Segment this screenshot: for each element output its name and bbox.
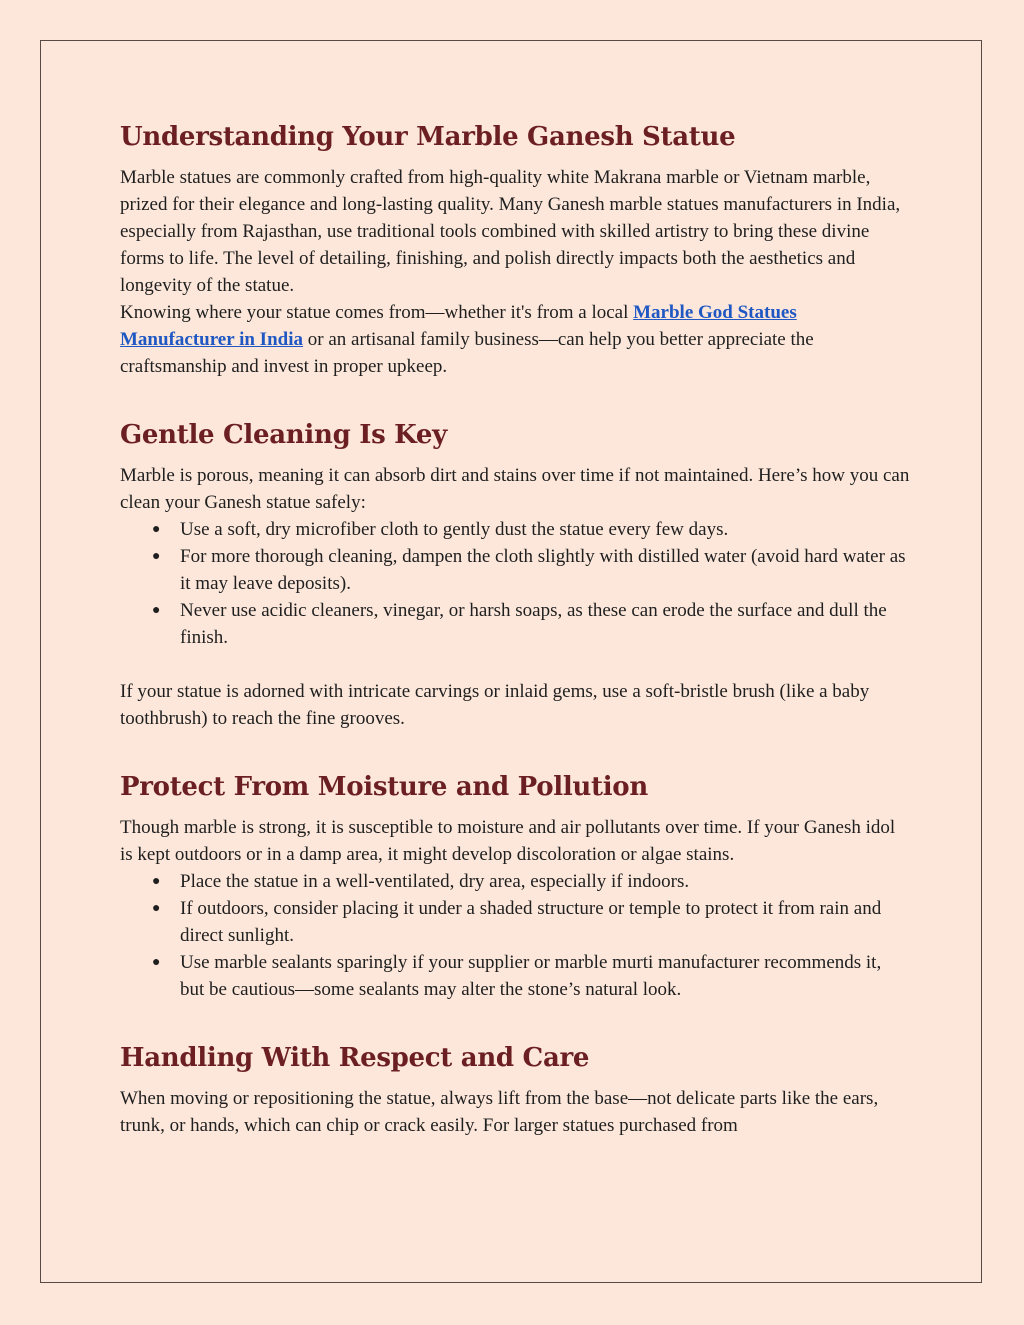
bullet-icon: ● (152, 901, 161, 916)
paragraph: Though marble is strong, it is susceptible to moisture and air pollutants over time. If your Ganesh idol is kept outdoors or in a damp area, it might develop discoloration or algae stains. (120, 817, 896, 865)
bullet-icon: ● (152, 874, 161, 889)
bullet-icon: ● (152, 522, 161, 537)
section-understanding (120, 118, 910, 380)
heading-protect-moisture: Protect From Moisture and Pollution (120, 772, 648, 802)
bullet-list (120, 868, 910, 1003)
section-protect-moisture (120, 768, 910, 1003)
paragraph (120, 299, 910, 380)
list-item-text: If outdoors, consider placing it under a shaded structure or temple to protect it from rain and direct sunlight. (180, 898, 882, 946)
heading-understanding: Understanding Your Marble Ganesh Statue (120, 122, 736, 152)
list-item-text: Place the statue in a well-ventilated, dry area, especially if indoors. (180, 871, 690, 892)
section-gentle-cleaning (120, 416, 910, 732)
section-handling (120, 1039, 910, 1139)
paragraph: Marble statues are commonly crafted from high-quality white Makrana marble or Vietnam marble, prized for their elegance and long-lasting quality. Many Ganesh marble statues manufacturers in India, especially from Rajasthan, use traditional tools combined with skilled artistry to bring these divine forms to life. The level of detailing, finishing, and polish directly impacts both the aesthetics and longevity of the statue. (120, 167, 901, 296)
bullet-icon: ● (152, 955, 161, 970)
list-item (120, 949, 910, 1003)
list-item (120, 543, 910, 597)
document-body (120, 118, 910, 1139)
list-item (120, 895, 910, 949)
heading-gentle-cleaning: Gentle Cleaning Is Key (120, 420, 447, 450)
paragraph-text: Knowing where your statue comes from—whether it's from a local (120, 302, 634, 323)
list-item-text: Never use acidic cleaners, vinegar, or harsh soaps, as these can erode the surface and dull the finish. (180, 600, 887, 648)
list-item (120, 597, 910, 651)
list-item-text: For more thorough cleaning, dampen the cloth slightly with distilled water (avoid hard water as it may leave deposits). (180, 546, 906, 594)
marble-god-statues-link[interactable]: Marble God Statues Manufacturer in India (120, 302, 797, 350)
list-item (120, 516, 910, 543)
bullet-icon: ● (152, 603, 161, 618)
paragraph: Marble is porous, meaning it can absorb dirt and stains over time if not maintained. Here’s how you can clean your Ganesh statue safely: (120, 465, 910, 513)
heading-handling: Handling With Respect and Care (120, 1043, 590, 1073)
list-item-text: Use marble sealants sparingly if your supplier or marble murti manufacturer recommends it, but be cautious—some sealants may alter the stone’s natural look. (180, 952, 882, 1000)
paragraph: When moving or repositioning the statue, always lift from the base—not delicate parts like the ears, trunk, or hands, which can chip or crack easily. For larger statues purchased from (120, 1088, 879, 1136)
bullet-icon: ● (152, 549, 161, 564)
bullet-list (120, 516, 910, 651)
list-item-text: Use a soft, dry microfiber cloth to gently dust the statue every few days. (180, 519, 729, 540)
list-item (120, 868, 910, 895)
paragraph: If your statue is adorned with intricate carvings or inlaid gems, use a soft-bristle brush (like a baby toothbrush) to reach the fine grooves. (120, 681, 870, 729)
paragraph-text: or an artisanal family business—can help you better appreciate the craftsmanship and invest in proper upkeep. (120, 329, 814, 377)
